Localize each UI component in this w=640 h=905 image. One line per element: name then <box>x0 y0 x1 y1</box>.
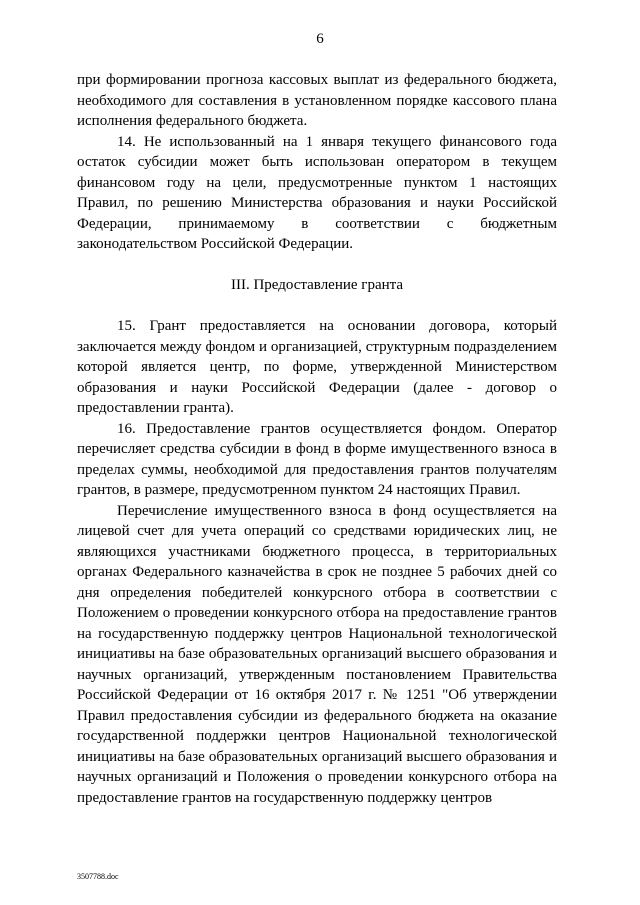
paragraph-transfer: Перечисление имущественного взноса в фонд осуществляется на лицевой счет для учета операций со средствами юридических лиц, не являющихся участниками бюджетного процесса, в территориальных органах Федерального казначейства в срок не позднее 5 рабочих дней со дня определения победителей конкурсного отбора в соответствии с Положением о проведении конкурсного отбора на предоставление грантов на государственную поддержку центров Национальной технологической инициативы на базе образовательных организаций высшего образования и научных организаций, утвержденным постановлением Правительства Российской Федерации от 16 октября 2017 г. № 1251 "Об утверждении Правил предоставления субсидии из федерального бюджета на оказание государственной поддержки центров Национальной технологической инициативы на базе образовательных организаций высшего образования и научных организаций и Положения о проведении конкурсного отбора на предоставление грантов на государственную поддержку центров <box>77 502 557 806</box>
paragraph-16: 16. Предоставление грантов осуществляется фондом. Оператор перечисляет средства субсидии в фонд в форме имущественного взноса в пределах суммы, необходимой для предоставления грантов получателям грантов, в размере, предусмотренном пунктом 24 настоящих Правил. <box>77 420 557 498</box>
section-heading: III. Предоставление гранта <box>230 276 404 293</box>
document-footer: 3507788.doc <box>77 872 119 881</box>
paragraph-15: 15. Грант предоставляется на основании договора, который заключается между фондом и организацией, структурным подразделением которой является центр, по форме, утвержденной Министерством образования и науки Российской Федерации (далее - договор о предоставлении гранта). <box>77 318 557 416</box>
page-number: 6 <box>316 31 324 47</box>
paragraph-14: 14. Не использованный на 1 января текущего финансового года остаток субсидии может быть использован оператором в текущем финансовом году на цели, предусмотренные пунктом 1 настоящих Правил, по решению Министерства образования и науки Российской Федерации, принимаемому в соответствии с бюджетным законодательством Российской Федерации. <box>77 133 557 252</box>
document-body <box>77 70 557 808</box>
paragraph-budget-forecast: при формировании прогноза кассовых выплат из федерального бюджета, необходимого для составления в установленном порядке кассового плана исполнения федерального бюджета. <box>77 72 557 129</box>
